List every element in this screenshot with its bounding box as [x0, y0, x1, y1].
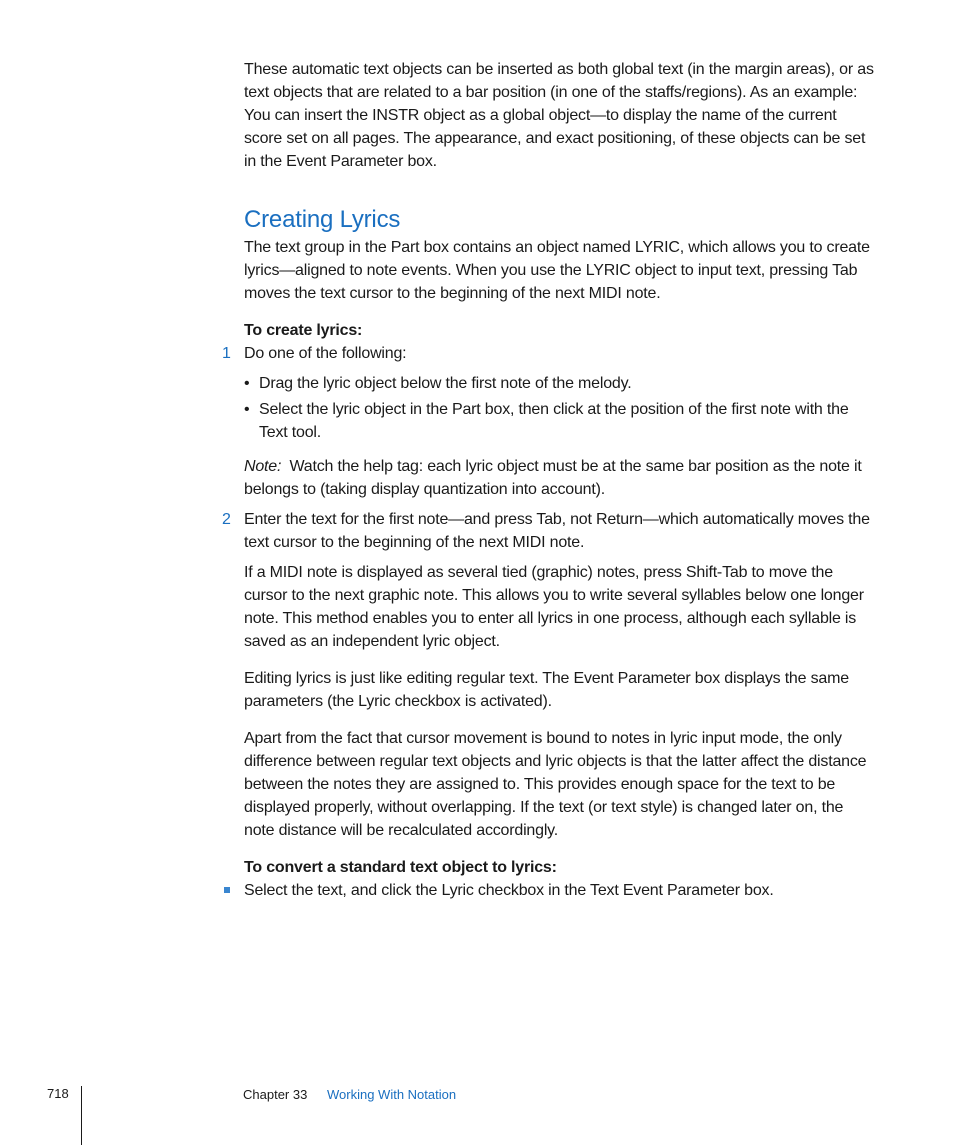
task-heading-create-lyrics: To create lyrics:: [244, 322, 363, 339]
step-text: Enter the text for the first note—and press Tab, not Return—which automatically moves the text cursor to the beginning of the next MIDI note.: [244, 511, 870, 551]
single-step-text: Select the text, and click the Lyric checkbox in the Text Event Parameter box.: [244, 882, 774, 899]
step-number: 2: [222, 511, 231, 528]
intro-paragraph: These automatic text objects can be inserted as both global text (in the margin areas), or as text objects that are related to a bar position (in one of the staffs/regions). As an example: You can insert the INSTR object as a global object—to display the name of the current score set on all pages. The appearance, and exact positioning, of these objects can be set in the Event Parameter box.: [244, 61, 874, 170]
section-paragraph: The text group in the Part box contains an object named LYRIC, which allows you to create lyrics—aligned to note events. When you use the LYRIC object to input text, pressing Tab moves the text cursor to the beginning of the next MIDI note.: [244, 239, 870, 302]
single-step: [244, 879, 874, 902]
step-2: [222, 508, 874, 554]
note-text: Watch the help tag: each lyric object must be at the same bar position as the note it belongs to (taking display quantization into account).: [244, 458, 862, 498]
note-distance-paragraph: Apart from the fact that cursor movement is bound to notes in lyric input mode, the only difference between regular text objects and lyric objects is that the latter affect the distance between the notes they are assigned to. This provides enough space for the text to be displayed properly, without overlapping. If the text (or text style) is changed later on, the note distance will be recalculated accordingly.: [244, 730, 867, 839]
tied-notes-paragraph: If a MIDI note is displayed as several tied (graphic) notes, press Shift-Tab to move the cursor to the next graphic note. This allows you to write several syllables below one longer note. This method enables you to enter all lyrics in one process, although each syllable is saved as an independent lyric object.: [244, 564, 864, 650]
footer-divider: [81, 1086, 82, 1145]
step-1: [222, 342, 874, 365]
editing-lyrics-paragraph: Editing lyrics is just like editing regular text. The Event Parameter box displays the same parameters (the Lyric checkbox is activated).: [244, 670, 849, 710]
step-number: 1: [222, 345, 231, 362]
list-item-text: Select the lyric object in the Part box, then click at the position of the first note with the Text tool.: [259, 401, 849, 441]
section-heading: Creating Lyrics: [244, 206, 401, 233]
footer-chapter-title: Working With Notation: [327, 1087, 457, 1102]
bullet-list: [244, 372, 874, 444]
page-content: [222, 58, 874, 902]
page-number: 718: [47, 1086, 69, 1101]
footer-chapter: Chapter 33: [243, 1087, 308, 1102]
task-heading-convert: To convert a standard text object to lyrics:: [244, 859, 557, 876]
list-item-text: Drag the lyric object below the first note of the melody.: [259, 375, 632, 392]
list-item: [244, 372, 874, 395]
list-item: [244, 398, 874, 444]
step-text: Do one of the following:: [244, 345, 407, 362]
square-bullet-icon: [224, 887, 230, 893]
bullet-glyph: •: [244, 401, 250, 418]
note-label: Note:: [244, 458, 282, 475]
bullet-glyph: •: [244, 375, 250, 392]
note-paragraph: [244, 455, 874, 501]
